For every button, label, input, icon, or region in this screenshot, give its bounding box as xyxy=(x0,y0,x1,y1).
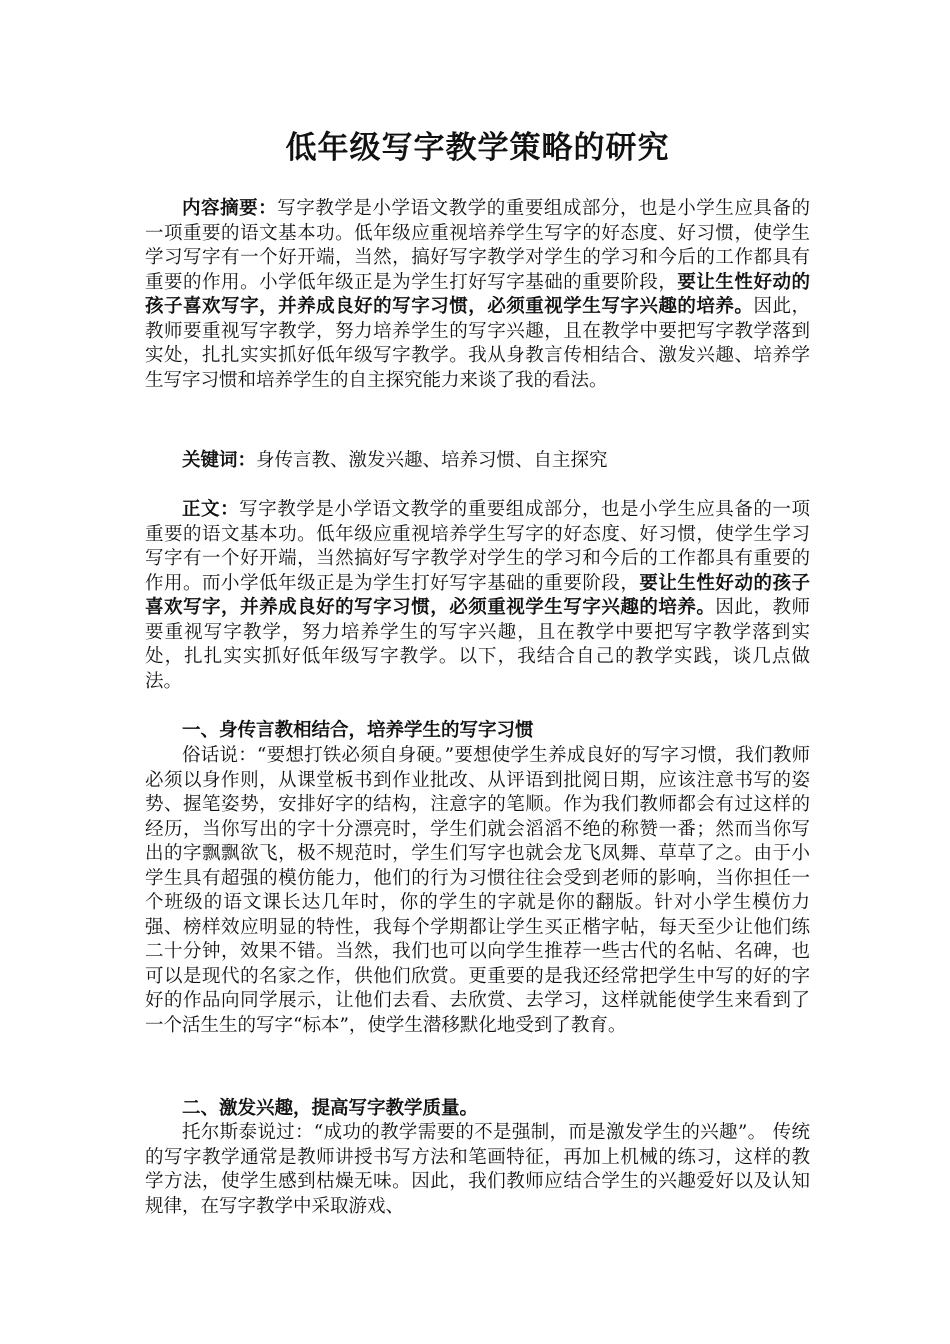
section1-paragraph: 俗话说：“要想打铁必须自身硬。”要想使学生养成良好的写字习惯，我们教师必须以身作则，从课堂板书到作业批改、从评语到批阅日期，应该注意书写的姿势、握笔姿势，安排好字的结构，注意字的笔顺。作为我们教师都会有过这样的经历，当你写出的字十分漂亮时，学生们就会滔滔不绝的称赞一番；然而当你写出的字飘飘欲飞，极不规范时，学生们写字也就会龙飞凤舞、草草了之。由于小学生具有超强的模仿能力，他们的行为习惯往往会受到老师的影响，当你担任一个班级的语文课长达几年时，你的学生的字就是你的翻版。针对小学生模仿力强、榜样效应明显的特性，我每个学期都让学生买正楷字帖，每天至少让他们练二十分钟，效果不错。当然，我们也可以向学生推荐一些古代的名帖、名碑，也可以是现代的名家之作，供他们欣赏。更重要的是我还经常把学生中写的好的字好的作品向同学展示，让他们去看、去欣赏、去学习，这样就能使学生来看到了一个活生生的写字“标本”，使学生潜移默化地受到了教育。 xyxy=(145,745,810,1036)
abstract-paragraph xyxy=(145,197,810,393)
abstract-text-before: 写字教学是小学语文教学的重要组成部分，也是小学生应具备的一项重要的语文基本功。低年级应重视培养学生写字的好态度、好习惯，使学生学习写字有一个好开端，当然，搞好写字教学对学生的学习和今后的工作都具有重要的作用。小学低年级正是为学生打好写字基础的重要阶段， xyxy=(145,198,810,293)
keywords-paragraph xyxy=(145,449,810,474)
keywords-text: 身传言教、激发兴趣、培养习惯、自主探究 xyxy=(256,450,608,471)
body-text-before: 写字教学是小学语文教学的重要组成部分，也是小学生应具备的一项重要的语文基本功。低年级应重视培养学生写字的好态度、好习惯，使学生学习写字有一个好开端，当然搞好写字教学对学生的学习和今后的工作都具有重要的作用。而小学低年级正是为学生打好写字基础的重要阶段， xyxy=(145,499,810,594)
keywords-label: 关键词： xyxy=(182,450,257,471)
abstract-text-after: 因此，教师要重视写字教学，努力培养学生的写字兴趣，且在教学中要把写字教学落到实处，扎扎实实抓好低年级写字教学。我从身教言传相结合、激发兴趣、培养学生写字习惯和培养学生的自主探究能力来谈了我的看法。 xyxy=(145,296,810,391)
body-highlight: 要让生性好动的孩子喜欢写字，并养成良好的写字习惯，必须重视学生写字兴趣的培养。 xyxy=(145,572,810,618)
abstract-highlight: 要让生性好动的孩子喜欢写字，并养成良好的写字习惯，必须重视学生写字兴趣的培养。 xyxy=(145,271,810,317)
section2-paragraph: 托尔斯泰说过：“成功的教学需要的不是强制，而是激发学生的兴趣”。 传统的写字教学通常是教师讲授书写方法和笔画特征，再加上机械的练习，这样的教学方法，使学生感到枯燥无味。因此，我们教师应结合学生的兴趣爱好以及认知规律，在写字教学中采取游戏、 xyxy=(145,1122,810,1217)
body-label: 正文： xyxy=(182,499,240,520)
document-title: 低年级写字教学策略的研究 xyxy=(285,130,670,166)
section1-heading: 一、身传言教相结合，培养学生的写字习惯 xyxy=(182,720,534,741)
body-text-after: 因此，教师要重视写字教学，努力培养学生的写字兴趣，且在教学中要把写字教学落到实处，扎扎实实抓好低年级写字教学。以下，我结合自己的教学实践，谈几点做法。 xyxy=(145,597,810,692)
body-paragraph xyxy=(145,498,810,694)
abstract-label: 内容摘要： xyxy=(182,198,278,219)
document-page xyxy=(145,0,810,1344)
section2-heading: 二、激发兴趣，提高写字教学质量。 xyxy=(182,1098,479,1119)
